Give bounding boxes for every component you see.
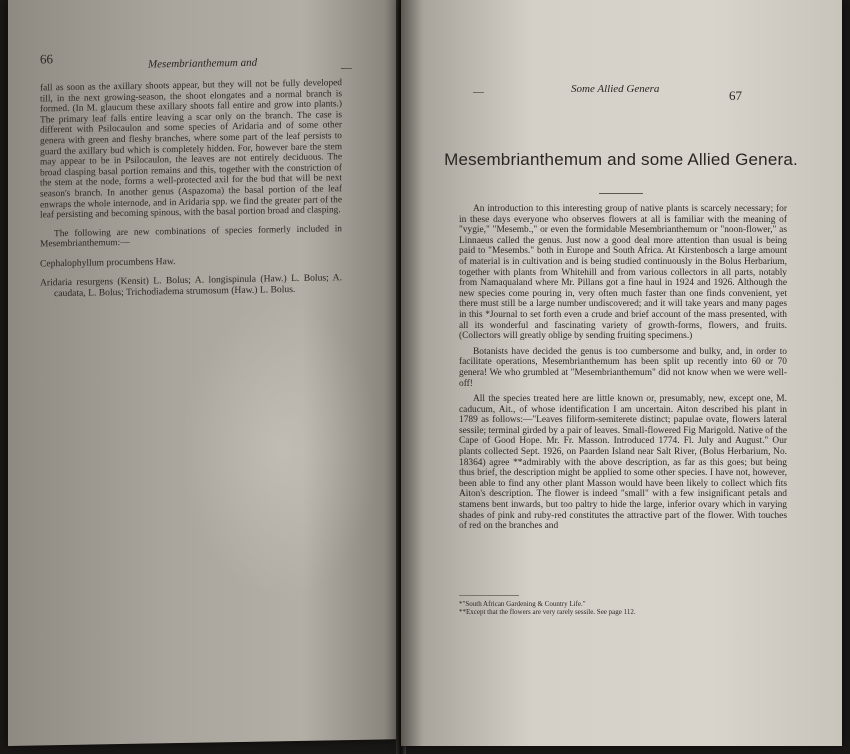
footnotes (459, 600, 787, 616)
footnote-1: *"South African Gardening & Country Life." (459, 600, 586, 608)
right-paragraph-2: Botanists have decided the genus is too cumbersome and bulky, and, in order to facilitate operations, Mesembrianthemum has been split up recently into 60 or 70 genera! We who grumbled at "Mesembrianthemum" did not know when we were well-off! (459, 346, 787, 389)
left-paragraph-1: fall as soon as the axillary shoots appear, but they will not be fully developed till, in the next growing-season, the shoot elongates and a normal branch is formed. (In M. glaucum these axillary shoots fall entire and grow into plants.) The primary leaf falls entire leaving a scar only on the branch. The case is different with Psilocaulon and some species of Aridaria and of some other genera with green and fleshy branches, where some part of the leaf persists to guard the axillary bud which is completely hidden. For, however bare the stem may appear to be in Psilocaulon, the leaves are not entirely deciduous. The broad clasping basal portion remains and this, together with the constriction of the stem at the node, forms a well-protected axil for the bud that will be next season's branch. In another genus (Aspazoma) the basal portion of the leaf enwraps the whole internode, and in Aridaria spp. we find the greater part of the leaf persisting and becoming spinous, with the basal portion broad and clasping. (40, 78, 342, 221)
left-page-number: 66 (40, 51, 53, 67)
left-paragraph-2: The following are new combinations of species formerly included in Mesembrianthemum:— (40, 223, 342, 250)
left-running-head: Mesembrianthemum and (148, 56, 258, 71)
title-rule (599, 193, 643, 194)
article-title: Mesembrianthemum and some Allied Genera. (444, 150, 798, 169)
right-body (459, 204, 787, 537)
left-dash: — (341, 61, 352, 75)
left-body (40, 78, 342, 300)
right-running-head: Some Allied Genera (571, 83, 660, 95)
right-page (401, 0, 842, 746)
species-item: Cephalophyllum procumbens Haw. (40, 255, 176, 270)
species-item: Aridaria resurgens (Kensit) L. Bolus; A. longispinula (Haw.) L. Bolus; A. caudata, L. Bolus; Trichodiadema strumosum (Haw.) L. Bolus. (40, 272, 342, 300)
right-page-number: 67 (729, 88, 742, 103)
footnote-2: **Except that the flowers are very rarely sessile. See page 112. (459, 608, 636, 616)
species-list (40, 253, 342, 300)
right-paragraph-3: All the species treated here are little known or, presumably, new, except one, M. caducum, Ait., of whose identification I am uncertain. Aiton described his plant in 1789 as follows:—"Leaves filiform-semiterete distinct; papulae ovate, flowers lateral sessile; terminal girded by a pair of leaves. Small-flowered Fig Marigold. Native of the Cape of Good Hope. Mr. Fr. Masson. Introduced 1774. Fl. July and August." Our plants collected Sept. 1926, on Paarden Island near Salt River, (Bolus Herbarium, No. 18364) agree **admirably with the above description, as far as this goes; but being thus brief, the description might be applied to some other species. I have not, however, been able to find any other plant Masson would have been likely to collect which fits Aiton's description. The flower is indeed "small" with a few insignificant petals and stamens bent inwards, but too paltry to hide the large, inferior ovary which in varying shades of pink and ruby-red constitutes the attractive part of the flower. With touches of red on the branches and (459, 394, 787, 532)
right-dash: — (473, 86, 484, 98)
footnote-rule (459, 595, 519, 596)
right-paragraph-1: An introduction to this interesting group of native plants is scarcely necessary; for in these days everyone who observes flowers at all is familiar with the meaning of "vygie," "Mesemb.," or even the formidable Mesembrianthemum or "noon-flower," as Linnaeus called the genus. Just now a good deal more attention than usual is being paid to "Mesembs." both in Europe and South Africa. At Kirstenbosch a large amount of material is in cultivation and is being studied continuously in the Bolus Herbarium, together with plants from Whitehill and from various collectors in all parts, notably from Namaqualand where Mr. Pillans got a fine haul in 1924 and 1926. Although the new species come pouring in, very often much faster than one finds convenient, yet there must still be a large number undiscovered; and it will take years and many pages in this *Journal to set forth even a crude and brief account of the mass presented, with all its wonderful and fascinating variety of growth-forms, flowers, and fruits. (Collectors will greatly oblige by sending fruiting specimens.) (459, 204, 787, 342)
left-page (8, 0, 401, 746)
